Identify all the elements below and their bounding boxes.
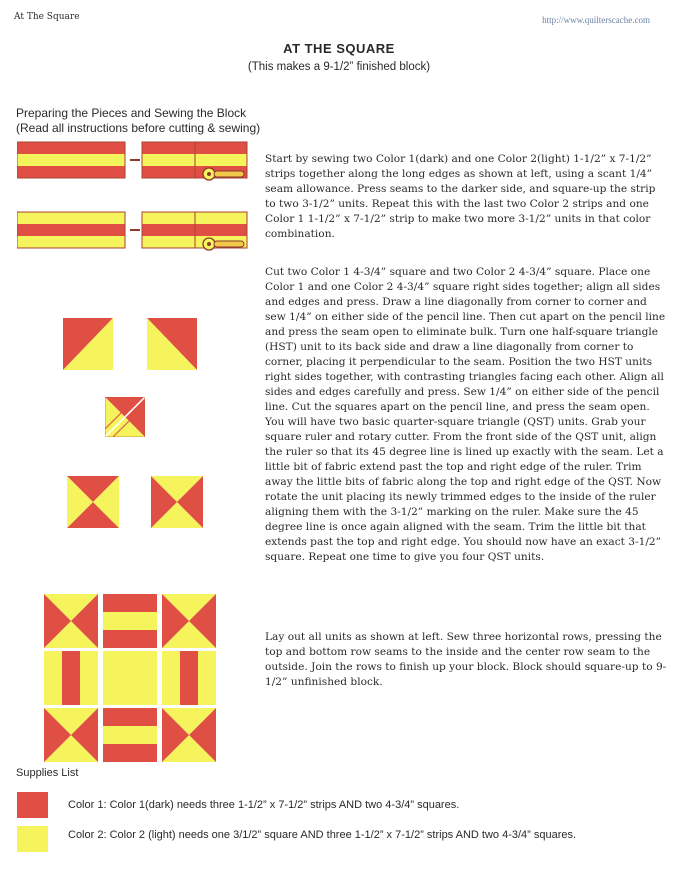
hst-unit-illustration [63, 318, 113, 370]
strip-set-uncut-dark [17, 142, 125, 178]
block-strip-unit-bottom [103, 708, 157, 762]
strip-set-dark-illustration [17, 140, 252, 260]
block-corner-qst [44, 708, 98, 762]
instructions-assemble-block: Lay out all units as shown at left. Sew three horizontal rows, pressing the top and bottom row seams to the inside and the center row seam to the outside. Join the rows to finish up your block. Block should square-up to 9-1/2” unfinished block. [265, 631, 667, 688]
finished-block-illustration [44, 594, 216, 762]
section-heading [16, 106, 260, 136]
block-strip-unit-right [162, 651, 216, 705]
block-strip-unit-top [103, 594, 157, 648]
strip-set-uncut-light [17, 212, 125, 248]
block-corner-qst [162, 708, 216, 762]
hst-unit-illustration [147, 318, 197, 370]
supplies-heading: Supplies List [16, 767, 79, 779]
page-title: AT THE SQUARE [283, 41, 395, 56]
hst-pair-sewn-illustration [105, 397, 145, 437]
page-subtitle: (This makes a 9-1/2” finished block) [247, 61, 431, 73]
header-left-title: At The Square [14, 12, 80, 22]
qst-unit-illustration [67, 476, 119, 528]
header-website-link[interactable]: http://www.quilterscache.com [542, 15, 650, 25]
instructions-qst-units: Cut two Color 1 4-3/4” square and two Color 2 4-3/4” square. Place one Color 1 and one Color 2 4-3/4” square right sides together; align all sides and edges and press. Draw a line diagonally from corner to corner and sew 1/4” on either side of the pencil line. Then cut apart on the pencil line and press the seam open to eliminate bulk. Turn one half-square triangle (HST) unit to its back side and draw a line diagonally from corner to corner, placing it perpendicular to the seam. Position the two HST units right sides together, with contrasting triangles facing each other. Align all sides and edges carefully and press. Sew 1/4” on either side of the pencil line. Cut the squares apart on the pencil line, and press the seam open. You will have two basic quarter-square triangle (QST) units. Grab your square ruler and rotary cutter. From the front side of the QST unit, align the ruler so that its 45 degree line is lined up exactly with the seam. Let a little bit of fabric extend past the top and right edge of the ruler. Trim away the little bits of fabric along the top and right edge of the QST. Now rotate the unit placing its newly trimmed edges to the inside of the ruler aligning them with the 3-1/2” marking on the ruler. Make sure the 45 degree line is once again aligned with the seam. Trim the little bit that extends past the top and right edge. You should now have an exact 3-1/2” square. Repeat one time to give you four QST units. [265, 266, 666, 563]
block-corner-qst [44, 594, 98, 648]
qst-unit-illustration [151, 476, 203, 528]
color2-swatch [17, 826, 48, 852]
supply-item-color1: Color 1: Color 1(dark) needs three 1-1/2” x 7-1/2” strips AND two 4-3/4” squares. [68, 799, 460, 811]
supply-item-color2: Color 2: Color 2 (light) needs one 3/1/2” square AND three 1-1/2” x 7-1/2” strips AND two 4-3/4” squares. [68, 829, 577, 841]
block-corner-qst [162, 594, 216, 648]
instructions-strip-sets: Start by sewing two Color 1(dark) and one Color 2(light) 1-1/2” x 7-1/2” strips together along the long edges as shown at left, using a scant 1/4” seam allowance. Press seams to the darker side, and square-up the strip to two 3-1/2” units. Repeat this with the last two Color 2 strips and one Color 1 1-1/2” x 7-1/2” strip to make two more 3-1/2” units in that color combination. [265, 153, 656, 240]
block-strip-unit-left [44, 651, 98, 705]
section-heading-line1: Preparing the Pieces and Sewing the Block [16, 106, 247, 120]
color1-swatch [17, 792, 48, 818]
block-center-square [103, 651, 157, 705]
section-heading-line2: (Read all instructions before cutting & sewing) [16, 121, 261, 135]
